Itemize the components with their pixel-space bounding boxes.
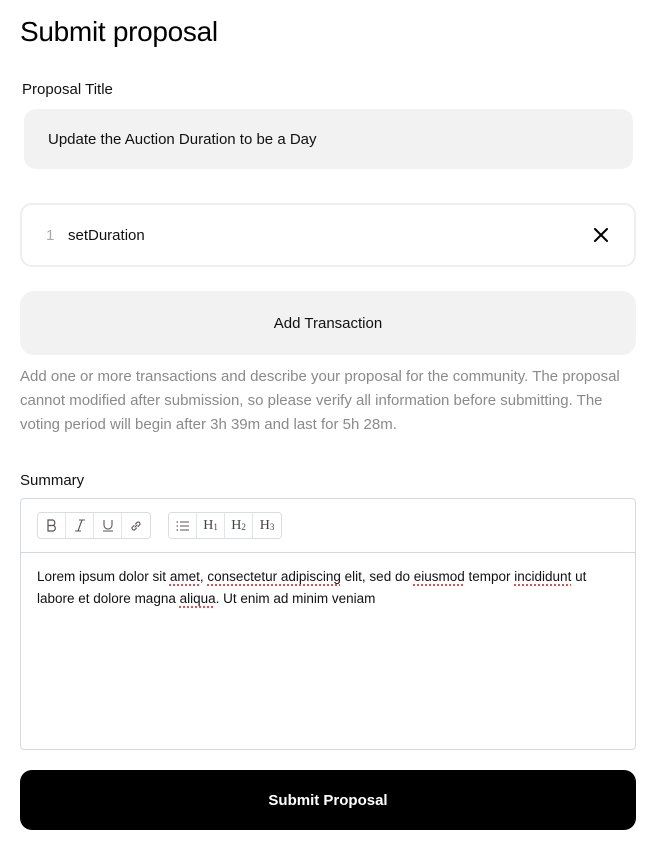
proposal-title-label: Proposal Title (22, 81, 113, 98)
bullet-list-button[interactable] (169, 513, 197, 538)
text-segment: tempor (464, 569, 515, 584)
heading-1-button[interactable] (197, 513, 225, 538)
summary-text-area[interactable] (21, 553, 635, 623)
bold-button[interactable] (38, 513, 66, 538)
misspelled-word: incididunt (514, 569, 572, 584)
underline-button[interactable] (94, 513, 122, 538)
underline-icon (102, 519, 114, 532)
bold-icon (46, 519, 58, 532)
misspelled-word: consectetur adipiscing (207, 569, 341, 584)
remove-transaction-button[interactable] (592, 226, 610, 244)
help-text: Add one or more transactions and describe your proposal for the community. The proposal cannot modified after submission, so please verify all information before submitting. The voting period will begin after 3h 39m and last for 5h 28m. (20, 368, 620, 433)
h1-icon: $H_1$ (203, 517, 218, 533)
misspelled-word: aliqua (179, 591, 216, 606)
add-transaction-button[interactable]: Add Transaction (20, 291, 636, 355)
text-segment: , (199, 569, 208, 584)
proposal-title-input[interactable] (24, 109, 633, 169)
editor-toolbar (21, 499, 635, 553)
h2-icon: $H_2$ (231, 517, 246, 533)
format-group (37, 512, 151, 539)
h3-icon: $H_3$ (259, 517, 275, 533)
transaction-name: setDuration (68, 226, 145, 244)
heading-3-button[interactable] (253, 513, 281, 538)
block-group (168, 512, 282, 539)
misspelled-word: amet (169, 569, 200, 584)
close-icon (594, 228, 608, 242)
list-icon (176, 520, 190, 532)
text-segment: ut labore et dolore magna (37, 569, 587, 606)
misspelled-word: eiusmod (413, 569, 465, 584)
page-title: Submit proposal (20, 16, 218, 47)
text-segment: . Ut enim ad minim veniam (215, 591, 376, 606)
link-button[interactable] (122, 513, 150, 538)
transaction-item[interactable] (20, 203, 636, 267)
italic-button[interactable] (66, 513, 94, 538)
text-segment: elit, sed do (340, 569, 414, 584)
summary-label: Summary (20, 472, 85, 489)
text-segment: Lorem ipsum dolor sit (37, 569, 170, 584)
summary-editor (20, 498, 636, 750)
link-icon (129, 519, 143, 533)
transaction-index: 1 (46, 226, 55, 244)
heading-2-button[interactable] (225, 513, 253, 538)
italic-icon (74, 519, 86, 532)
submit-proposal-button[interactable]: Submit Proposal (20, 770, 636, 830)
